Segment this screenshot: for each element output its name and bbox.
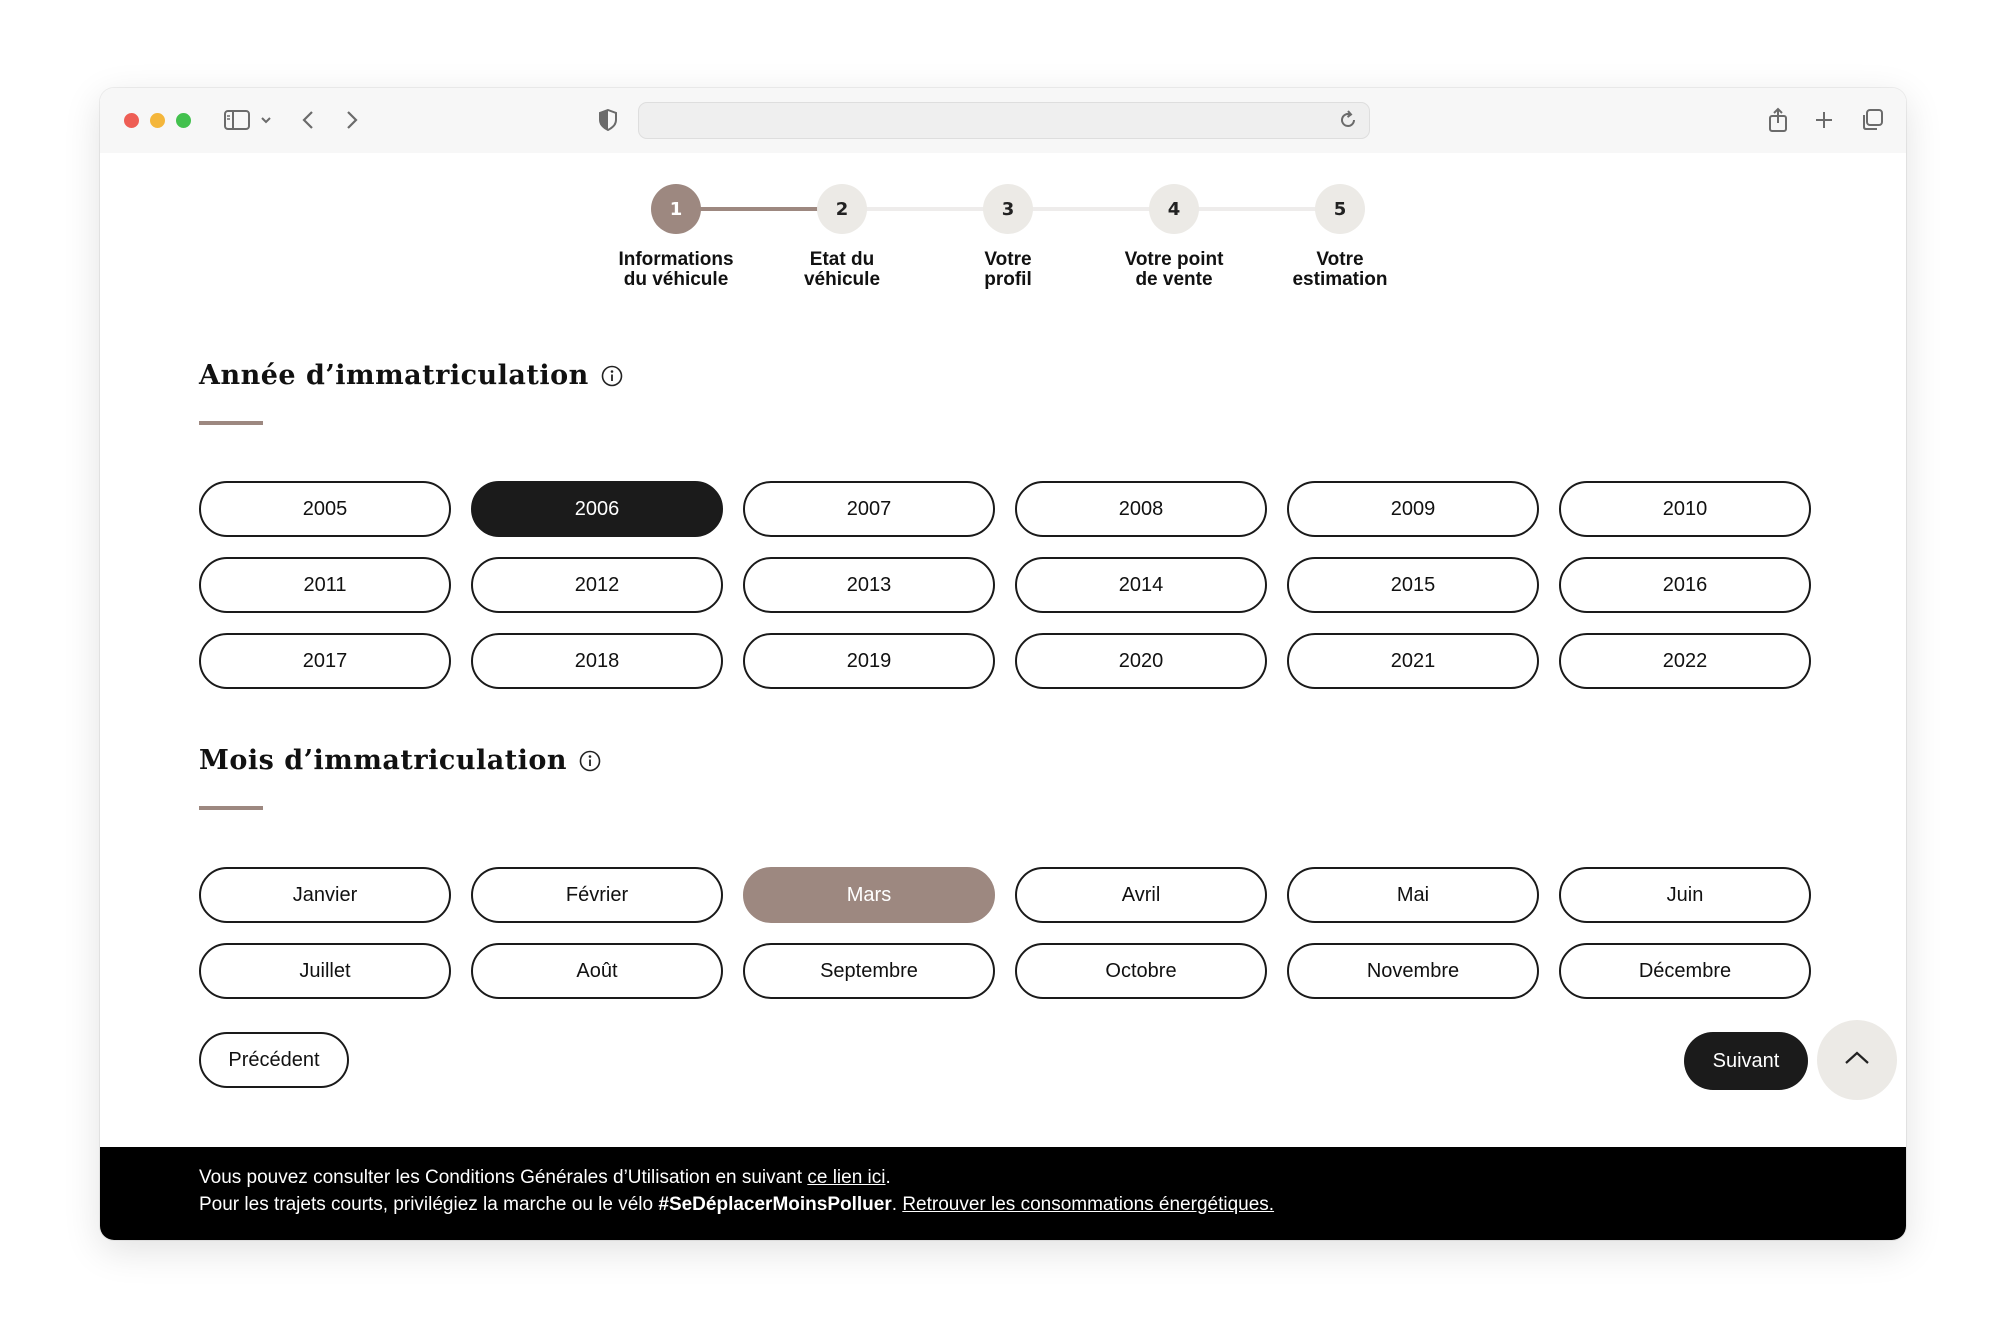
terms-link[interactable]: ce lien ici — [807, 1167, 886, 1188]
step-label-line: du véhicule — [623, 269, 729, 290]
step-2-circle[interactable]: 2 — [817, 184, 867, 234]
step-4-label — [1094, 250, 1254, 290]
step-label-line: estimation — [1292, 269, 1388, 290]
year-section-title — [199, 360, 623, 391]
chevron-up-icon — [1844, 1050, 1870, 1070]
year-option[interactable]: 2015 — [1287, 557, 1539, 613]
step-3-label — [928, 250, 1088, 290]
month-option[interactable]: Septembre — [743, 943, 995, 999]
year-section-title-text: Année d’immatriculation — [199, 360, 589, 391]
scroll-to-top-button[interactable] — [1817, 1020, 1897, 1100]
year-option[interactable]: 2018 — [471, 633, 723, 689]
chevron-down-icon[interactable] — [258, 106, 274, 134]
maximize-window-button[interactable] — [176, 113, 191, 128]
step-label-line: Etat du — [809, 249, 875, 270]
minimize-window-button[interactable] — [150, 113, 165, 128]
year-option[interactable]: 2011 — [199, 557, 451, 613]
year-option[interactable]: 2016 — [1559, 557, 1811, 613]
sidebar-toggle-icon[interactable] — [220, 106, 254, 134]
energy-consumption-link[interactable]: Retrouver les consommations énergétiques. — [902, 1194, 1275, 1215]
step-1-circle[interactable]: 1 — [651, 184, 701, 234]
month-option[interactable]: Août — [471, 943, 723, 999]
year-option[interactable]: 2010 — [1559, 481, 1811, 537]
month-section-title-text: Mois d’immatriculation — [199, 745, 568, 776]
reload-icon[interactable] — [1337, 109, 1359, 135]
step-5-circle[interactable]: 5 — [1315, 184, 1365, 234]
previous-button[interactable]: Précédent — [199, 1032, 349, 1088]
next-button[interactable]: Suivant — [1684, 1032, 1808, 1090]
footer-punctuation: . — [885, 1167, 891, 1188]
step-2-label — [762, 250, 922, 290]
footer-punctuation: . — [891, 1194, 903, 1215]
footer-terms-line — [199, 1167, 891, 1189]
month-option[interactable]: Juin — [1559, 867, 1811, 923]
year-option[interactable]: 2007 — [743, 481, 995, 537]
year-option[interactable]: 2006 — [471, 481, 723, 537]
year-options-grid — [199, 481, 1811, 689]
step-label-line: Votre — [984, 249, 1032, 270]
step-4-circle[interactable]: 4 — [1149, 184, 1199, 234]
month-section-title — [199, 745, 601, 776]
back-arrow-icon[interactable] — [296, 106, 320, 134]
step-label-line: Votre point — [1124, 249, 1224, 270]
month-section-underline — [199, 806, 263, 810]
shield-icon[interactable] — [596, 106, 620, 134]
year-option[interactable]: 2009 — [1287, 481, 1539, 537]
month-option[interactable]: Novembre — [1287, 943, 1539, 999]
month-option[interactable]: Février — [471, 867, 723, 923]
year-option[interactable]: 2021 — [1287, 633, 1539, 689]
address-bar[interactable] — [638, 102, 1370, 139]
new-tab-icon[interactable] — [1812, 106, 1836, 134]
year-option[interactable]: 2019 — [743, 633, 995, 689]
browser-toolbar — [100, 88, 1906, 153]
step-label-line: profil — [984, 269, 1032, 290]
step-1-label — [596, 250, 756, 290]
year-option[interactable]: 2022 — [1559, 633, 1811, 689]
share-icon[interactable] — [1766, 106, 1790, 134]
step-label-line: Votre — [1316, 249, 1364, 270]
footer — [100, 1147, 1906, 1240]
year-option[interactable]: 2005 — [199, 481, 451, 537]
year-option[interactable]: 2014 — [1015, 557, 1267, 613]
step-label-line: Informations — [618, 249, 734, 270]
step-5-label — [1260, 250, 1420, 290]
year-option[interactable]: 2017 — [199, 633, 451, 689]
month-options-grid — [199, 867, 1811, 999]
month-option[interactable]: Janvier — [199, 867, 451, 923]
browser-window — [100, 88, 1906, 1240]
step-3-circle[interactable]: 3 — [983, 184, 1033, 234]
year-section-underline — [199, 421, 263, 425]
step-label-line: véhicule — [803, 269, 881, 290]
year-option[interactable]: 2008 — [1015, 481, 1267, 537]
year-option[interactable]: 2020 — [1015, 633, 1267, 689]
footer-hashtag: #SeDéplacerMoinsPolluer — [658, 1194, 892, 1215]
close-window-button[interactable] — [124, 113, 139, 128]
month-option[interactable]: Décembre — [1559, 943, 1811, 999]
month-option[interactable]: Octobre — [1015, 943, 1267, 999]
step-label-line: de vente — [1135, 269, 1213, 290]
forward-arrow-icon[interactable] — [340, 106, 364, 134]
footer-terms-text: Vous pouvez consulter les Conditions Générales d’Utilisation en suivant — [199, 1167, 808, 1188]
year-option[interactable]: 2012 — [471, 557, 723, 613]
year-option[interactable]: 2013 — [743, 557, 995, 613]
info-icon[interactable] — [579, 750, 601, 772]
footer-eco-line — [199, 1194, 1274, 1216]
tab-overview-icon[interactable] — [1859, 106, 1885, 134]
month-option[interactable]: Mai — [1287, 867, 1539, 923]
info-icon[interactable] — [601, 365, 623, 387]
month-option[interactable]: Juillet — [199, 943, 451, 999]
footer-eco-text: Pour les trajets courts, privilégiez la marche ou le vélo — [199, 1194, 659, 1215]
month-option[interactable]: Avril — [1015, 867, 1267, 923]
month-option[interactable]: Mars — [743, 867, 995, 923]
